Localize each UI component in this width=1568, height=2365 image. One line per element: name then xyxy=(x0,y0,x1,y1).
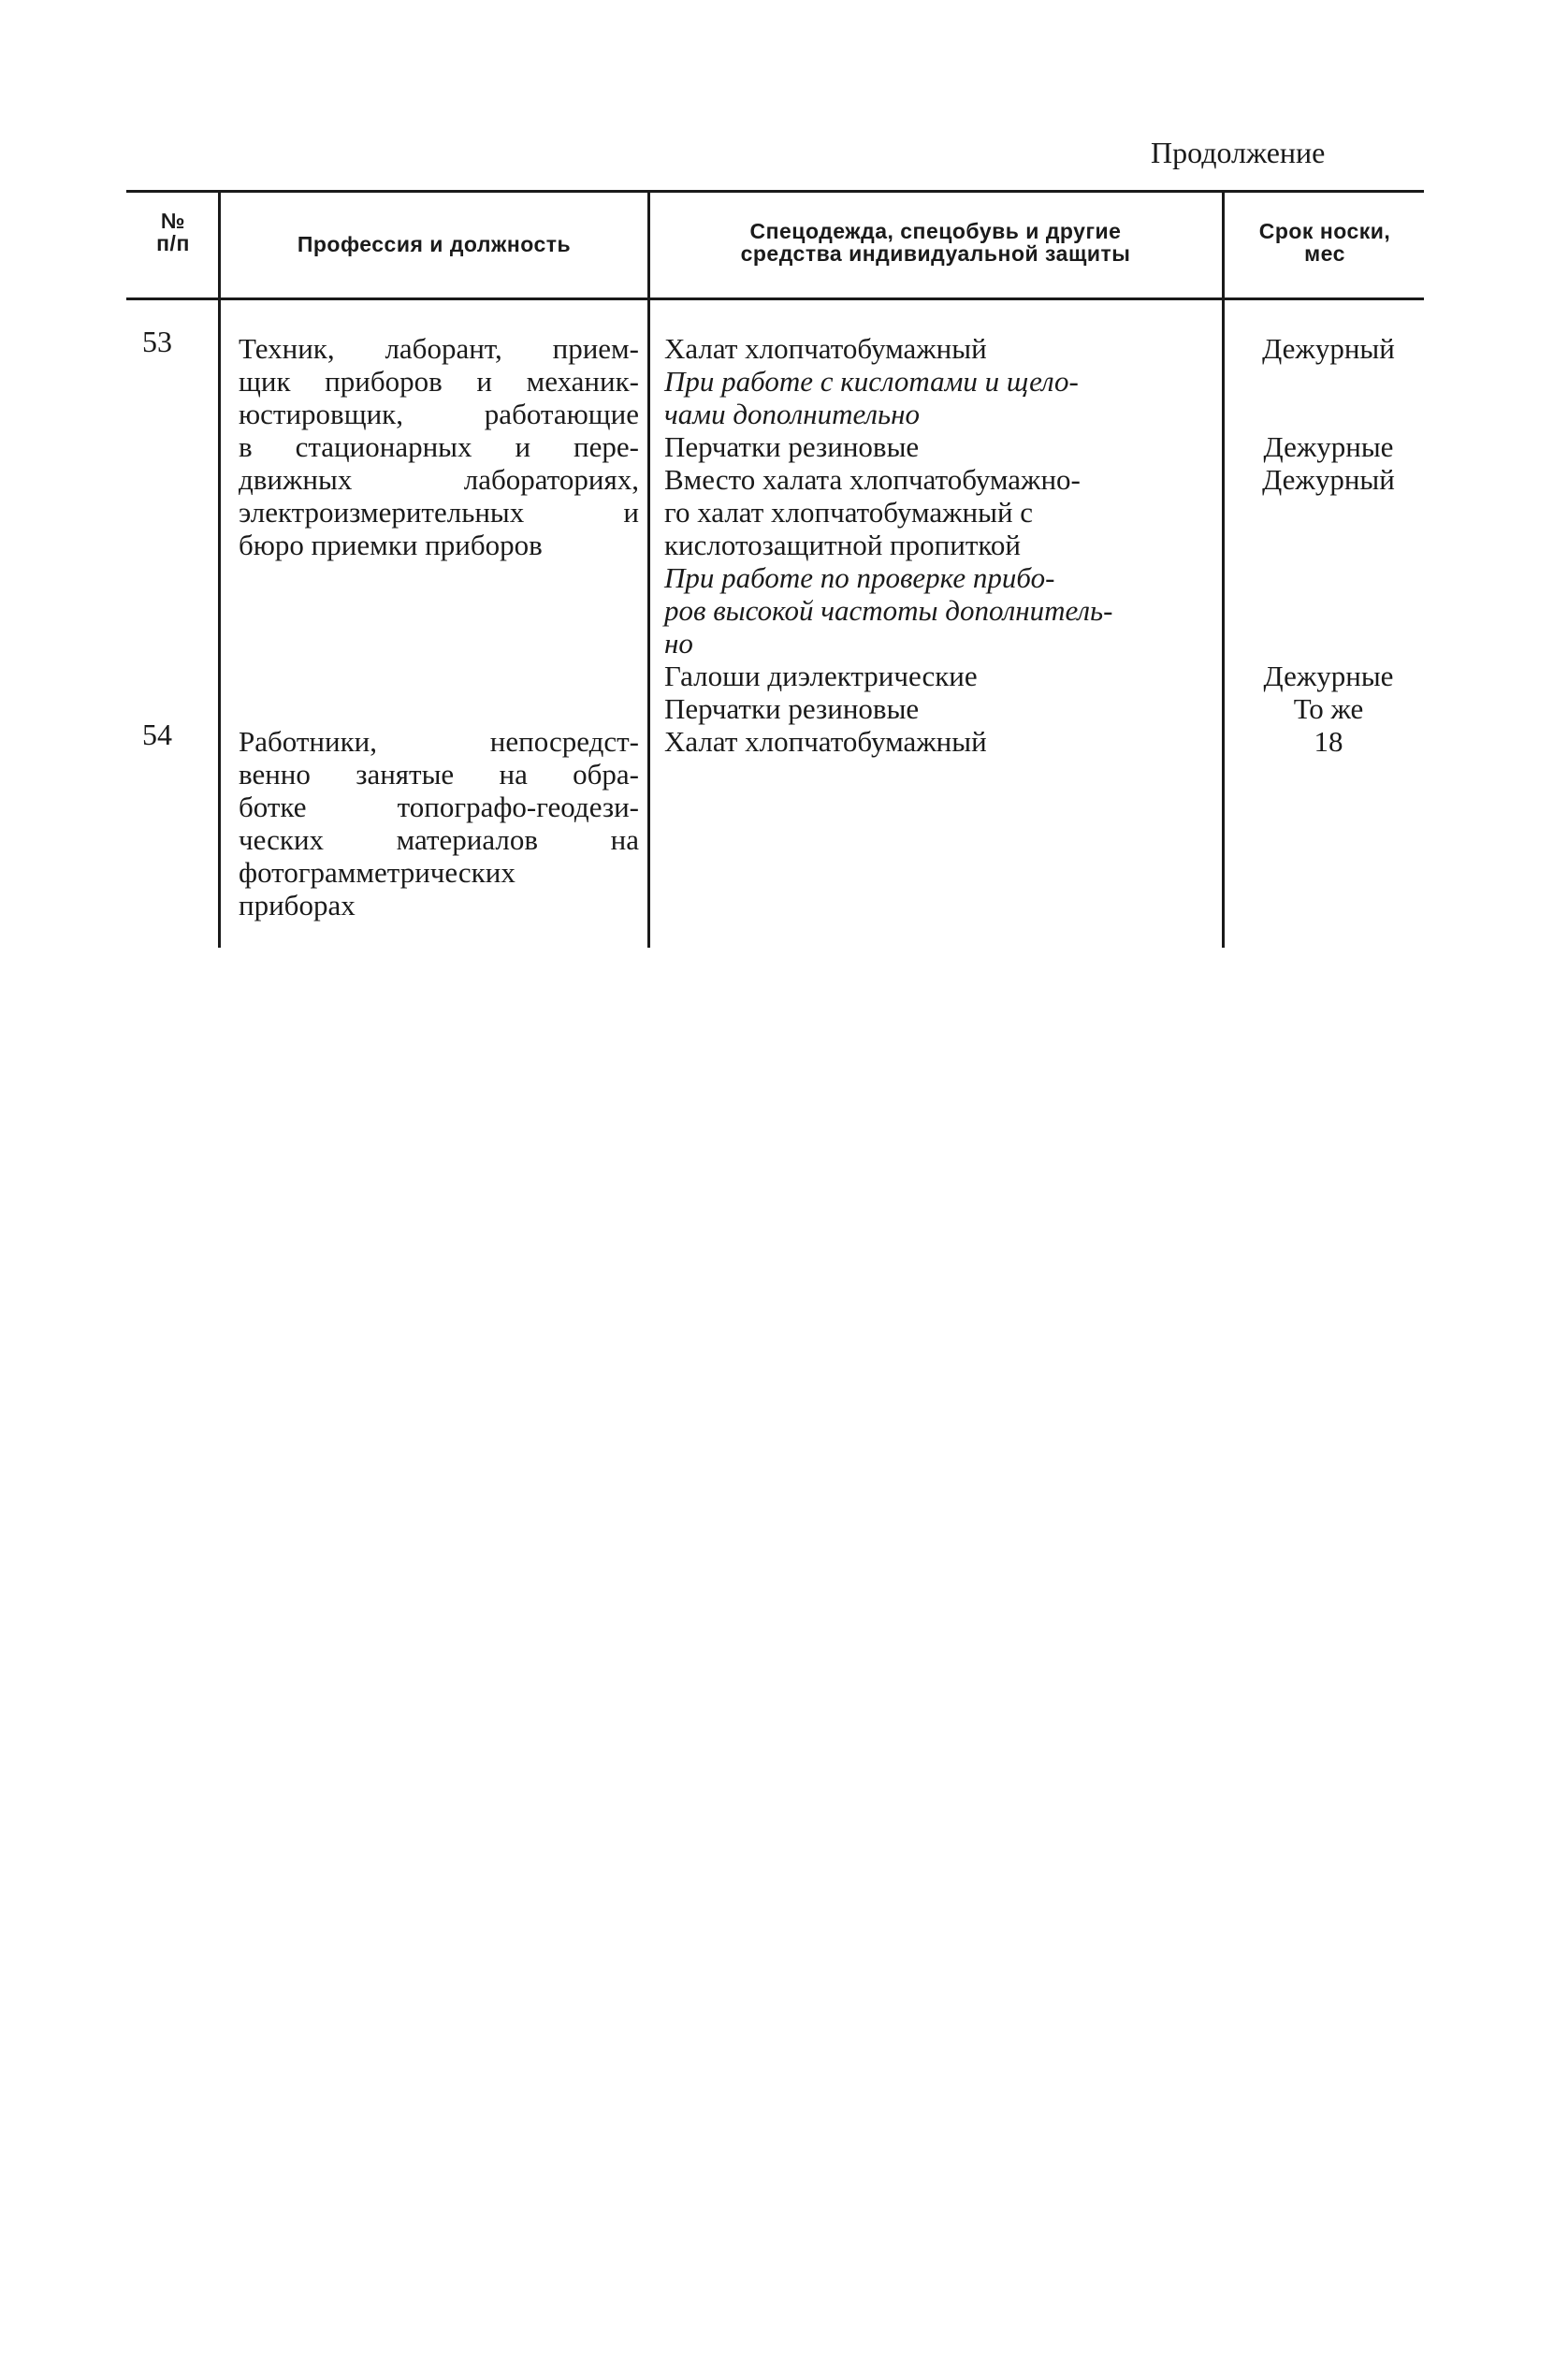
table-cell-line xyxy=(1235,561,1422,594)
table-cell-line: Халат хлопчатобумажный xyxy=(664,725,987,758)
table-cell-line: 18 xyxy=(1314,725,1343,758)
header-num: № п/п xyxy=(156,209,190,255)
table-cell-line: Дежурные xyxy=(1263,660,1394,692)
table-cell-line: венно занятые на обра- xyxy=(239,758,639,791)
table-cell-line: ров высокой частоты дополнитель- xyxy=(664,594,1113,627)
table-cell-line: Дежурные xyxy=(1263,430,1394,463)
table-cell-line: Работники, непосредст- xyxy=(239,725,639,758)
table-cell-line: кислотозащитной пропиткой xyxy=(664,529,1021,561)
table-cell-line: движных лабораториях, xyxy=(239,463,639,496)
table-top-rule xyxy=(126,190,1424,193)
table-cell-line: Халат хлопчатобумажный xyxy=(664,332,987,365)
table-cell-line: фотограмметрических xyxy=(239,856,515,889)
header-profession: Профессия и должность xyxy=(297,232,572,256)
table-cell-line: электроизмерительных и xyxy=(239,496,639,529)
header-term: Срок носки, мес xyxy=(1258,219,1391,266)
table-cell-line: бюро приемки приборов xyxy=(239,529,543,561)
table-cell-line: приборах xyxy=(239,889,356,921)
row-53-terms xyxy=(1235,332,1422,725)
table-cell-line: Перчатки резиновые xyxy=(664,430,920,463)
row-54-profession xyxy=(239,725,639,921)
table-cell-line: Дежурный xyxy=(1262,463,1395,496)
table-cell-line: При работе с кислотами и щело- xyxy=(664,365,1079,398)
header-bottom-rule xyxy=(126,297,1424,300)
table-cell-line: чами дополнительно xyxy=(664,398,921,430)
table-cell-line: Техник, лаборант, прием- xyxy=(239,332,639,365)
table-cell-line xyxy=(1235,627,1422,660)
table-cell-line: Дежурный xyxy=(1262,332,1395,365)
table-cell-line xyxy=(1235,398,1422,430)
header-items: Спецодежда, спецобувь и другие средства индивидуальной защиты xyxy=(740,219,1131,266)
table-cell-line: ческих материалов на xyxy=(239,823,639,856)
table-cell-line xyxy=(1235,365,1422,398)
row-53-profession xyxy=(239,332,639,561)
column-divider-2 xyxy=(647,192,650,948)
table-cell-line: При работе по проверке прибо- xyxy=(664,561,1055,594)
table-cell-line: То же xyxy=(1293,692,1364,725)
row-53-items xyxy=(664,332,1112,725)
table-cell-line: го халат хлопчатобумажный с xyxy=(664,496,1034,529)
table-cell-line: Галоши диэлектрические xyxy=(664,660,978,692)
column-divider-1 xyxy=(218,192,221,948)
page-heading: Продолжение xyxy=(1151,136,1326,169)
table-cell-line: ботке топографо-геодези- xyxy=(239,791,639,823)
table-cell-line: юстировщик, работающие xyxy=(239,398,639,430)
row-53-number: 53 xyxy=(142,325,172,358)
table-cell-line xyxy=(1235,496,1422,529)
table-cell-line: но xyxy=(664,627,693,660)
table-cell-line: Вместо халата хлопчатобумажно- xyxy=(664,463,1081,496)
row-54-number: 54 xyxy=(142,718,172,751)
table-cell-line xyxy=(1235,529,1422,561)
row-54-items xyxy=(664,725,987,758)
column-divider-3 xyxy=(1222,192,1225,948)
table-cell-line xyxy=(1235,594,1422,627)
row-54-terms xyxy=(1235,725,1422,758)
table-cell-line: Перчатки резиновые xyxy=(664,692,920,725)
table-cell-line: щик приборов и механик- xyxy=(239,365,639,398)
table-cell-line: в стационарных и пере- xyxy=(239,430,639,463)
